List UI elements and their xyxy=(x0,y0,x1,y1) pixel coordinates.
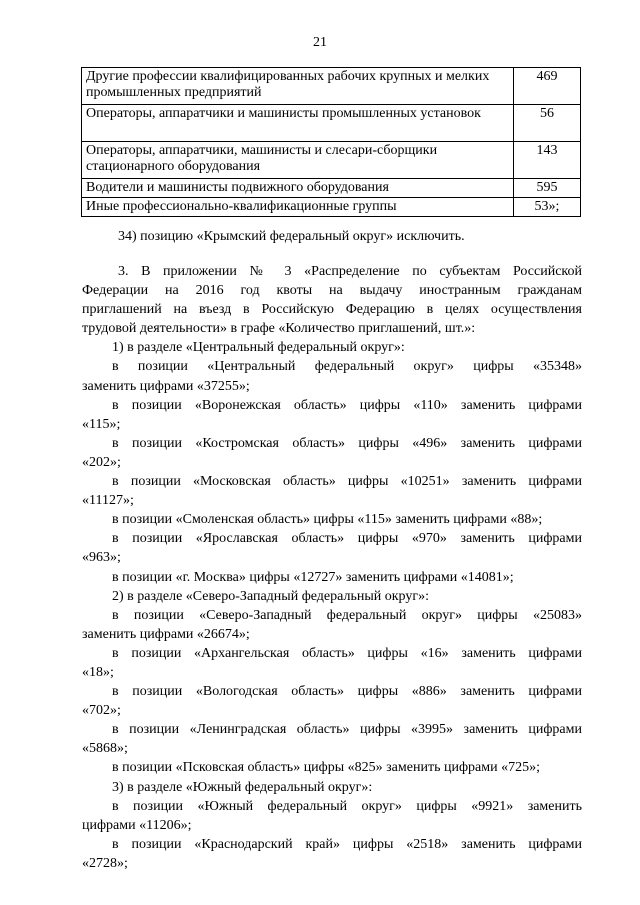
list-item: в позиции «Центральный федеральный округ» цифры «35348» xyxy=(112,359,582,375)
central-district-header: 1) в разделе «Центральный федеральный округ»: xyxy=(112,340,405,356)
list-item: в позиции «Южный федеральный округ» цифры «9921» заменить xyxy=(112,798,582,814)
list-item: в позиции «Московская область» цифры «10251» заменить цифрами xyxy=(112,474,582,490)
section-3-line: Федерации на 2016 год квоты на выдачу иностранным гражданам xyxy=(82,283,582,299)
list-item: в позиции «Ярославская область» цифры «970» заменить цифрами xyxy=(112,531,582,547)
list-item: заменить цифрами «26674»; xyxy=(82,626,250,642)
section-3-line: 3. В приложении № 3 «Распределение по субъектам Российской xyxy=(118,264,582,279)
table-cell-name: Операторы, аппаратчики, машинисты и слесари-сборщики стационарного оборудования xyxy=(82,142,514,179)
table-cell-name: Другие профессии квалифицированных рабочих крупных и мелких промышленных предприятий xyxy=(82,68,514,105)
list-item: в позиции «Архангельская область» цифры «16» заменить цифрами xyxy=(112,645,582,661)
table-cell-value: 56 xyxy=(514,105,581,142)
list-item: в позиции «Северо-Западный федеральный округ» цифры «25083» xyxy=(112,607,582,623)
table-cell-name: Иные профессионально-квалификационные группы xyxy=(82,198,514,217)
northwest-district-header: 2) в разделе «Северо-Западный федеральный округ»: xyxy=(112,588,429,604)
table-cell-value: 595 xyxy=(514,179,581,198)
professions-table xyxy=(81,67,581,217)
list-item: в позиции «Смоленская область» цифры «115» заменить цифрами «88»; xyxy=(112,512,543,528)
list-item: «115»; xyxy=(82,416,121,432)
table-row xyxy=(82,179,581,198)
list-item: «11127»; xyxy=(82,493,134,509)
list-item: «5868»; xyxy=(82,741,128,757)
table-row xyxy=(82,142,581,179)
list-item: в позиции «Воронежская область» цифры «110» заменить цифрами xyxy=(112,397,582,413)
table-cell-name: Водители и машинисты подвижного оборудования xyxy=(82,179,514,198)
body-text xyxy=(82,262,582,873)
list-item: в позиции «Краснодарский край» цифры «2518» заменить цифрами xyxy=(112,836,582,852)
list-item: цифрами «11206»; xyxy=(82,817,192,833)
table-cell-value: 143 xyxy=(514,142,581,179)
table-row xyxy=(82,68,581,105)
list-item: в позиции «Псковская область» цифры «825» заменить цифрами «725»; xyxy=(112,760,540,776)
list-item: в позиции «Костромская область» цифры «496» заменить цифрами xyxy=(112,435,582,451)
list-item: в позиции «г. Москва» цифры «12727» заменить цифрами «14081»; xyxy=(112,569,514,585)
list-item: в позиции «Вологодская область» цифры «886» заменить цифрами xyxy=(112,684,582,700)
table-row xyxy=(82,105,581,142)
list-item: заменить цифрами «37255»; xyxy=(82,378,250,394)
item-34-text: 34) позицию «Крымский федеральный округ» исключить. xyxy=(118,229,465,244)
list-item: «202»; xyxy=(82,454,121,470)
list-item: «963»; xyxy=(82,550,121,566)
list-item: в позиции «Ленинградская область» цифры «3995» заменить цифрами xyxy=(112,722,582,738)
section-3-line: трудовой деятельности» в графе «Количество приглашений, шт.»: xyxy=(82,321,476,337)
table-cell-value: 53»; xyxy=(514,198,581,217)
table-cell-name: Операторы, аппаратчики и машинисты промышленных установок xyxy=(82,105,514,142)
list-item: «2728»; xyxy=(82,855,128,871)
table-row xyxy=(82,198,581,217)
section-3-line: приглашений на въезд в Российскую Федерацию в целях осуществления xyxy=(82,302,582,318)
table-cell-value: 469 xyxy=(514,68,581,105)
page-number: 21 xyxy=(313,35,327,50)
item-34-block xyxy=(82,227,582,246)
south-district-header: 3) в разделе «Южный федеральный округ»: xyxy=(112,779,373,795)
list-item: «18»; xyxy=(82,664,114,680)
list-item: «702»; xyxy=(82,703,121,719)
